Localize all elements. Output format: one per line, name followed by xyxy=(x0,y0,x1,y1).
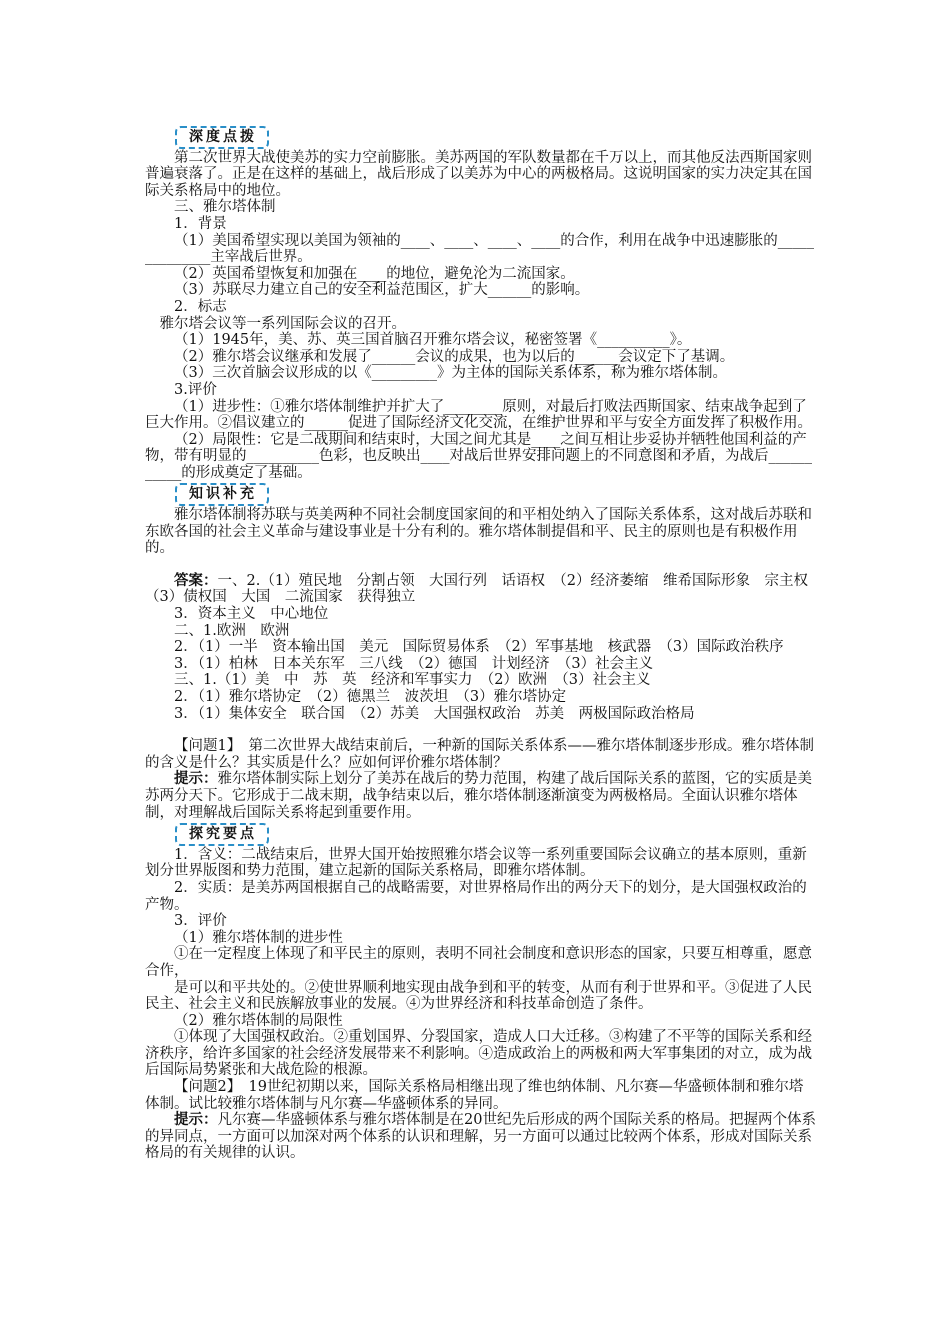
tip-text: 雅尔塔体制实际上划分了美苏在战后的势力范围，构建了战后国际关系的蓝图，它的实质是美苏两分天下。它形成于二战末期，战争结束以后，雅尔塔体制逐渐演变为两极格局。全面认识雅尔塔体制，对理解战后国际关系将起到重要作用。 xyxy=(145,771,812,821)
section-badge-shendu: 深度点拨 xyxy=(175,126,269,149)
answer-line: 3．（1）集体安全 联合国 （2）苏美 大国强权政治 苏美 两极国际政治格局 xyxy=(174,705,695,722)
paragraph: （1）1945年，美、苏、英三国首脑召开雅尔塔会议，秘密签署《__________》。 xyxy=(174,332,692,349)
paragraph: （1）雅尔塔体制的进步性 xyxy=(174,929,343,946)
answer-line: 2．（1）一半 资本输出国 美元 国际贸易体系 （2）军事基地 核武器 （3）国际政治秩序 xyxy=(174,639,784,656)
tip-label: 提示： xyxy=(174,770,218,788)
answer-line: 3．（1）柏林 日本关东军 三八线 （2）德国 计划经济 （3）社会主义 xyxy=(174,655,654,672)
paragraph: （2）局限性：它是二战期间和结束时，大国之间尤其是____之间互相让步妥协并牺牲他国利益的产物，带有明显的__________色彩，也反映出____对战后世界安排问题上的不同意图和矛盾，为战后___________的形成奠定了基础。 xyxy=(145,431,812,481)
paragraph: ①体现了大国强权政治。②重划国界、分裂国家，造成人口大迁移。③构建了不平等的国际关系和经济秩序，给许多国家的社会经济发展带来不利影响。④造成政治上的两极和两大军事集团的对立，成为战后国际局势紧张和大战危险的根源。 xyxy=(145,1029,812,1079)
subheading: 1．背景 xyxy=(174,215,227,232)
question-2: 【问题2】 19世纪初期以来，国际关系格局相继出现了维也纳体制、凡尔赛—华盛顿体制和雅尔塔体制。试比较雅尔塔体制与凡尔赛—华盛顿体系的异同。 xyxy=(145,1079,804,1112)
answer-line: 3．资本主义 中心地位 xyxy=(174,606,329,623)
paragraph: ①在一定程度上体现了和平民主的原则，表明不同社会制度和意识形态的国家，只要互相尊重，愿意合作， xyxy=(145,946,812,979)
paragraph: （2）英国希望恢复和加强在____的地位，避免沦为二流国家。 xyxy=(174,265,575,282)
section-badge-tanjiu: 探究要点 xyxy=(175,823,269,846)
answer-line: 二、1.欧洲 欧洲 xyxy=(174,622,290,639)
paragraph: （1）美国希望实现以美国为领袖的____、____、____、____的合作，利用在战争中迅速膨胀的______________主宰战后世界。 xyxy=(145,232,814,266)
answer-paragraph xyxy=(145,571,823,606)
paragraph: 是可以和平共处的。②使世界顺利地实现由战争到和平的转变，从而有利于世界和平。③促进了人民民主、社会主义和民族解放事业的发展。④为世界经济和科技革命创造了条件。 xyxy=(145,979,812,1013)
paragraph: 第二次世界大战使美苏的实力空前膨胀。美苏两国的军队数量都在千万以上，而其他反法西斯国家则普遍衰落了。正是在这样的基础上，战后形成了以美苏为中心的两极格局。这说明国家的实力决定其在国际关系格局中的地位。 xyxy=(145,149,812,199)
paragraph: （1）进步性：①雅尔塔体制维护并扩大了________原则，对最后打败法西斯国家、结束战争起到了巨大作用。②倡议建立的______促进了国际经济文化交流，在维护世界和平与安全方面发挥了积极作用。 xyxy=(145,398,812,432)
answer-label: 答案： xyxy=(174,571,218,589)
paragraph: （3）三次首脑会议形成的以《_________》为主体的国际关系体系，称为雅尔塔体制。 xyxy=(174,365,727,382)
tip-1 xyxy=(145,771,817,821)
answer-text: 一、2.（1）殖民地 分割占领 大国行列 话语权 （2）经济萎缩 维希国际形象 宗主权 （3）债权国 大国 二流国家 获得独立 xyxy=(145,572,823,606)
subheading: 2．标志 xyxy=(174,298,227,315)
answer-line: 2．（1）雅尔塔协定 （2）德黑兰 波茨坦 （3）雅尔塔协定 xyxy=(174,689,567,705)
paragraph: 雅尔塔体制将苏联与英美两种不同社会制度国家间的和平相处纳入了国际关系体系，这对战后苏联和东欧各国的社会主义革命与建设事业是十分有利的。雅尔塔体制提倡和平、民主的原则也是有积极作用的。 xyxy=(145,507,812,557)
subheading: 3．评价 xyxy=(174,913,227,930)
paragraph: （2）雅尔塔体制的局限性 xyxy=(174,1012,343,1029)
tip-2 xyxy=(145,1112,817,1162)
document-page xyxy=(145,124,823,1162)
tip-label: 提示： xyxy=(174,1111,218,1129)
paragraph: 1．含义：二战结束后，世界大国开始按照雅尔塔会议等一系列重要国际会议确立的基本原则，重新划分世界版图和势力范围，建立起新的国际关系格局，即雅尔塔体制。 xyxy=(145,846,807,880)
answer-line: 三、1.（1）美 中 苏 英 经济和军事实力 （2）欧洲 （3）社会主义 xyxy=(174,672,651,689)
section-badge-zhishi: 知识补充 xyxy=(175,483,269,506)
paragraph: （2）雅尔塔会议继承和发展了______会议的成果，也为以后的______会议定下了基调。 xyxy=(174,348,735,365)
tip-text: 凡尔赛—华盛顿体系与雅尔塔体制是在20世纪先后形成的两个国际关系的格局。把握两个体系的异同点，一方面可以加深对两个体系的认识和理解，另一方面可以通过比较两个体系，形成对国际关系格局的有关规律的认识。 xyxy=(145,1112,816,1162)
paragraph: 2．实质：是美苏两国根据自己的战略需要，对世界格局作出的两分天下的划分，是大国强权政治的产物。 xyxy=(145,879,807,913)
heading-yalta: 三、雅尔塔体制 xyxy=(174,199,276,216)
subheading: 3.评价 xyxy=(174,381,217,398)
question-1: 【问题1】 第二次世界大战结束前后，一种新的国际关系体系——雅尔塔体制逐步形成。雅尔塔体制的含义是什么？其实质是什么？应如何评价雅尔塔体制？ xyxy=(145,738,814,771)
paragraph: 雅尔塔会议等一系列国际会议的召开。 xyxy=(159,315,406,332)
paragraph: （3）苏联尽力建立自己的安全利益范围区，扩大______的影响。 xyxy=(174,282,590,299)
